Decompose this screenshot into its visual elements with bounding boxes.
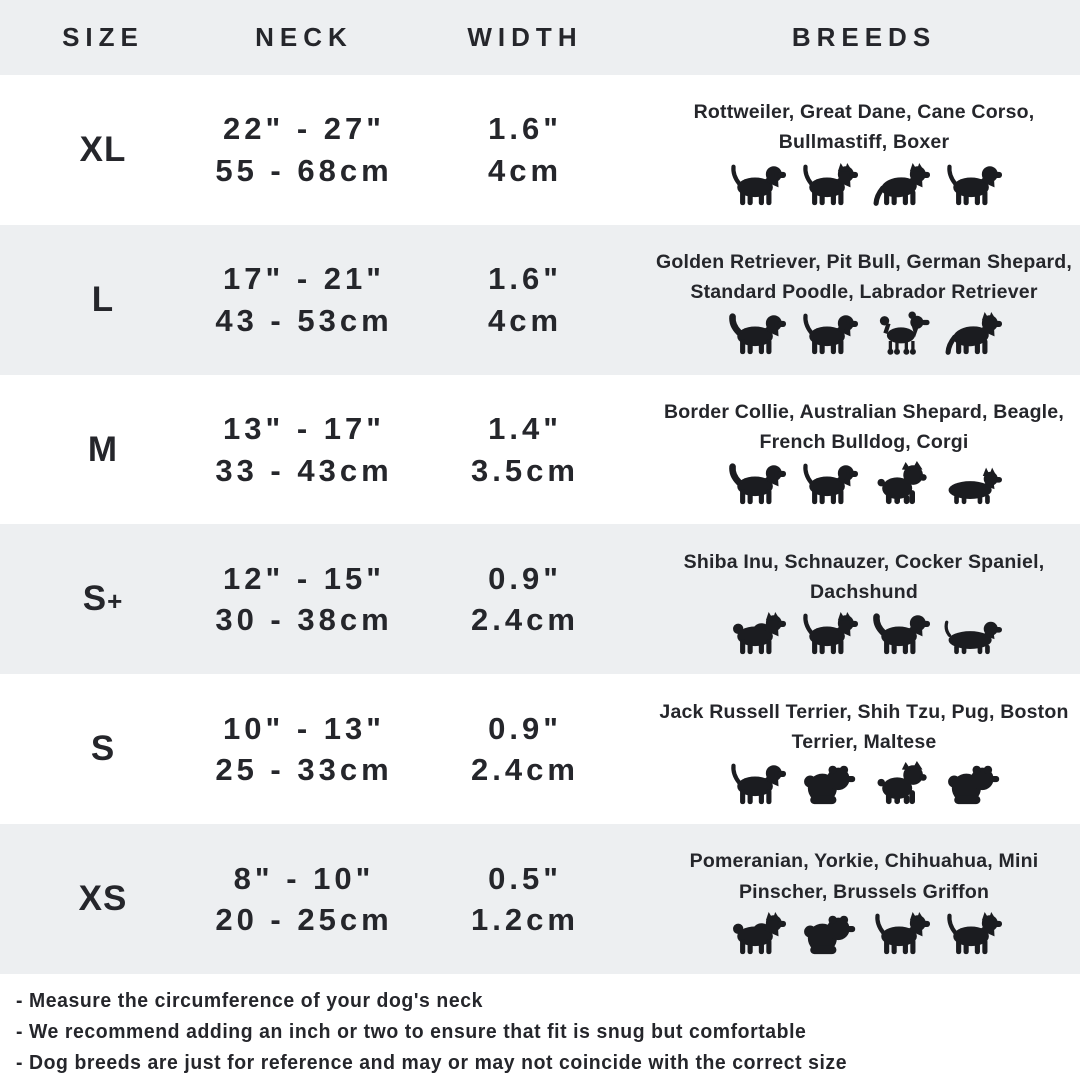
- column-header-neck: NECK: [255, 22, 353, 52]
- neck-range-cm: 20 - 25cm: [215, 902, 393, 938]
- shiba-inu-icon: [726, 611, 786, 656]
- width-inches: 0.5": [488, 860, 562, 896]
- cane-corso-icon: [870, 162, 930, 207]
- width-measurement: [402, 408, 648, 491]
- table-row: [0, 375, 1080, 525]
- dog-icons: [726, 761, 1002, 806]
- schnauzer-icon: [798, 611, 858, 656]
- width-cm: 2.4cm: [471, 602, 579, 638]
- column-header-breeds: BREEDS: [791, 22, 937, 52]
- width-measurement: [402, 858, 648, 941]
- width-inches: 1.6": [488, 261, 562, 297]
- size-label: L: [91, 279, 115, 319]
- breed-names: Pomeranian, Yorkie, Chihuahua, Mini Pinscher, Brussels Griffon: [689, 850, 1039, 903]
- dog-icons: [726, 311, 1002, 356]
- breed-names: Rottweiler, Great Dane, Cane Corso, Bullmastiff, Boxer: [693, 101, 1035, 154]
- french-bulldog-icon: [870, 461, 930, 506]
- breeds-cell: [648, 225, 1080, 375]
- dachshund-icon: [942, 611, 1002, 656]
- dog-icons: [726, 911, 1002, 956]
- footnotes: [0, 974, 1080, 1080]
- chihuahua-icon: [870, 911, 930, 956]
- column-header-size: SIZE: [62, 22, 144, 52]
- size-label: S: [90, 729, 116, 769]
- dog-icons: [726, 461, 1002, 506]
- cocker-spaniel-icon: [870, 611, 930, 656]
- neck-range-inches: 10" - 13": [223, 710, 385, 746]
- breed-names: Golden Retriever, Pit Bull, German Shepard, Standard Poodle, Labrador Retriever: [655, 251, 1073, 304]
- breed-names: Shiba Inu, Schnauzer, Cocker Spaniel, Dachshund: [683, 550, 1045, 603]
- dog-icons: [726, 162, 1002, 207]
- table-row: [0, 75, 1080, 225]
- neck-range-cm: 43 - 53cm: [215, 302, 393, 338]
- poodle-icon: [870, 311, 930, 356]
- width-measurement: [402, 558, 648, 641]
- table-row: [0, 824, 1080, 974]
- width-inches: 0.9": [488, 560, 562, 596]
- table-row: [0, 674, 1080, 824]
- neck-measurement: [206, 558, 402, 641]
- jack-russell-icon: [726, 761, 786, 806]
- footnote: - Dog breeds are just for reference and may or may not coincide with the correct size: [16, 1052, 848, 1074]
- table-row: [0, 225, 1080, 375]
- width-inches: 1.6": [488, 111, 562, 147]
- golden-retriever-icon: [726, 311, 786, 356]
- labrador-icon: [798, 311, 858, 356]
- neck-measurement: [206, 108, 402, 191]
- width-measurement: [402, 108, 648, 191]
- neck-measurement: [206, 708, 402, 791]
- neck-range-cm: 55 - 68cm: [215, 152, 393, 188]
- breeds-cell: [648, 524, 1080, 674]
- footnote: - Measure the circumference of your dog's neck: [16, 990, 483, 1012]
- neck-range-inches: 8" - 10": [233, 860, 375, 896]
- breeds-cell: [648, 824, 1080, 974]
- table-header-row: [0, 0, 1080, 75]
- size-label: M: [87, 429, 119, 469]
- neck-range-inches: 13" - 17": [223, 411, 385, 447]
- breeds-cell: [648, 75, 1080, 225]
- neck-range-inches: 22" - 27": [223, 111, 385, 147]
- column-header-width: WIDTH: [467, 22, 583, 52]
- width-inches: 0.9": [488, 710, 562, 746]
- table-row: [0, 524, 1080, 674]
- pug-icon: [870, 761, 930, 806]
- shih-tzu-icon: [798, 761, 858, 806]
- great-dane-icon: [798, 162, 858, 207]
- neck-range-cm: 33 - 43cm: [215, 452, 393, 488]
- width-cm: 1.2cm: [471, 902, 579, 938]
- border-collie-icon: [726, 461, 786, 506]
- maltese-icon: [942, 761, 1002, 806]
- yorkie-icon: [798, 911, 858, 956]
- size-plus-suffix: +: [107, 586, 124, 617]
- size-label: XL: [79, 129, 127, 169]
- neck-measurement: [206, 258, 402, 341]
- width-inches: 1.4": [488, 411, 562, 447]
- neck-range-cm: 30 - 38cm: [215, 602, 393, 638]
- neck-measurement: [206, 408, 402, 491]
- breeds-cell: [648, 375, 1080, 525]
- width-measurement: [402, 708, 648, 791]
- width-cm: 2.4cm: [471, 752, 579, 788]
- width-cm: 4cm: [487, 302, 563, 338]
- table-body: [0, 75, 1080, 974]
- neck-measurement: [206, 858, 402, 941]
- width-cm: 3.5cm: [471, 452, 579, 488]
- breed-names: Border Collie, Australian Shepard, Beagle, French Bulldog, Corgi: [664, 400, 1064, 454]
- breeds-cell: [648, 674, 1080, 824]
- miniature-pinscher-icon: [942, 911, 1002, 956]
- german-shepherd-icon: [942, 311, 1002, 356]
- size-label: S+: [82, 579, 124, 619]
- corgi-icon: [942, 461, 1002, 506]
- neck-range-cm: 25 - 33cm: [215, 752, 393, 788]
- neck-range-inches: 17" - 21": [223, 261, 385, 297]
- size-label: XS: [78, 879, 128, 919]
- width-cm: 4cm: [487, 152, 563, 188]
- neck-range-inches: 12" - 15": [223, 560, 385, 596]
- dog-icons: [726, 611, 1002, 656]
- bullmastiff-icon: [942, 162, 1002, 207]
- breed-names: Jack Russell Terrier, Shih Tzu, Pug, Boston Terrier, Maltese: [659, 700, 1069, 753]
- pomeranian-icon: [726, 911, 786, 956]
- rottweiler-icon: [726, 162, 786, 207]
- footnote: - We recommend adding an inch or two to ensure that fit is snug but comfortable: [16, 1021, 807, 1043]
- width-measurement: [402, 258, 648, 341]
- beagle-icon: [798, 461, 858, 506]
